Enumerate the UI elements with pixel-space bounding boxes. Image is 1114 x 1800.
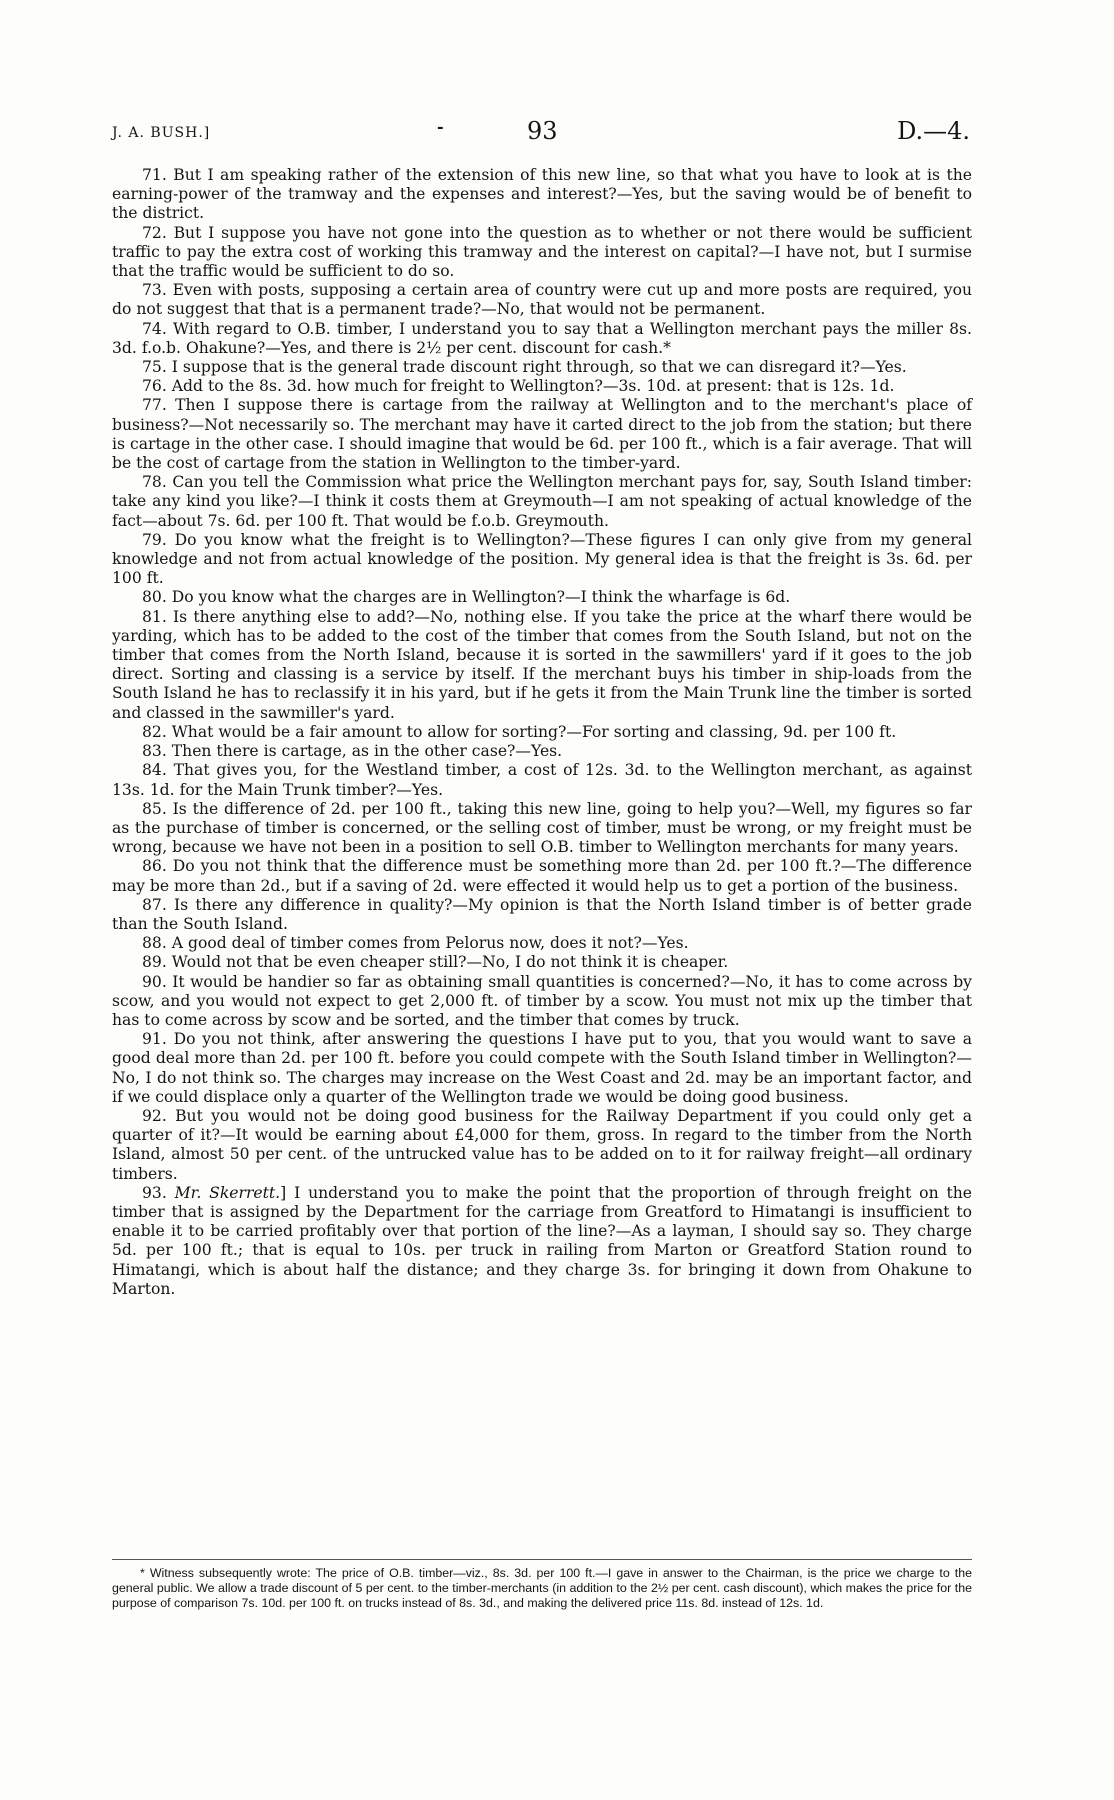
paragraph-83: 83. Then there is cartage, as in the other case?—Yes. (142, 742, 563, 761)
witness-name: J. A. BUSH.] (112, 125, 211, 141)
page-number: 93 (527, 117, 558, 145)
paragraph-93 (112, 1184, 972, 1299)
document-reference: D.—4. (897, 117, 970, 145)
paragraph-75: 75. I suppose that is the general trade discount right through, so that we can disregard it?—Yes. (142, 358, 907, 377)
header-mark: - (437, 117, 444, 136)
paragraph-91: 91. Do you not think, after answering the questions I have put to you, that you would want to save a good deal more than 2d. per 100 ft. before you could compete with the South Island timber in Wellington?—No, I do not think so. The charges may increase on the West Coast and 2d. may be an important factor, and if we could displace only a quarter of the Wellington trade we would be doing good business. (112, 1030, 972, 1106)
testimony-body (112, 166, 972, 1299)
paragraph-88: 88. A good deal of timber comes from Pelorus now, does it not?—Yes. (142, 934, 689, 953)
paragraph-93-text: ] I understand you to make the point that the proportion of through freight on the timber that is assigned by the Department for the carriage from Greatford to Himatangi is insufficient to enable it to be carried profitably over that portion of the line?—As a layman, I should say so. They charge 5d. per 100 ft.; that is equal to 10s. per truck in railing from Marton or Greatford Station round to Himatangi, which is about half the distance; and they charge 3s. for bringing it down from Ohakune to Marton. (112, 1183, 972, 1298)
footnote-divider (112, 1559, 972, 1560)
paragraph-89: 89. Would not that be even cheaper still?—No, I do not think it is cheaper. (142, 953, 729, 972)
paragraph-76: 76. Add to the 8s. 3d. how much for freight to Wellington?—3s. 10d. at present: that is 12s. 1d. (142, 377, 895, 396)
paragraph-87: 87. Is there any difference in quality?—My opinion is that the North Island timber is of better grade than the South Island. (112, 895, 972, 933)
paragraph-74: 74. With regard to O.B. timber, I understand you to say that a Wellington merchant pays the miller 8s. 3d. f.o.b. Ohakune?—Yes, and there is 2½ per cent. discount for cash.* (112, 319, 972, 357)
paragraph-85: 85. Is the difference of 2d. per 100 ft., taking this new line, going to help you?—Well, my figures so far as the purchase of timber is concerned, or the selling cost of timber, must be wrong, or my freight must be wrong, because we have not been in a position to sell O.B. timber to Wellington merchants for many years. (112, 799, 972, 857)
paragraph-72: 72. But I suppose you have not gone into the question as to whether or not there would be sufficient traffic to pay the extra cost of working this tramway and the interest on capital?—I have not, but I surmise that the traffic would be sufficient to do so. (112, 223, 972, 281)
paragraph-92: 92. But you would not be doing good business for the Railway Department if you could only get a quarter of it?—It would be earning about £4,000 for them, gross. In regard to the timber from the North Island, almost 50 per cent. of the untrucked value has to be added on to it for railway freight—all ordinary timbers. (112, 1106, 972, 1183)
paragraph-79: 79. Do you know what the freight is to Wellington?—These figures I can only give from my general knowledge and not from actual knowledge of the position. My general idea is that the freight is 3s. 6d. per 100 ft. (112, 530, 972, 588)
page-header (112, 117, 972, 151)
paragraph-84: 84. That gives you, for the Westland timber, a cost of 12s. 3d. to the Wellington merchant, as against 13s. 1d. for the Main Trunk timber?—Yes. (112, 761, 972, 799)
paragraph-71: 71. But I am speaking rather of the extension of this new line, so that what you have to look at is the earning-power of the tramway and the expenses and interest?—Yes, but the saving would be of benefit to the district. (112, 166, 972, 223)
paragraph-77: 77. Then I suppose there is cartage from the railway at Wellington and to the merchant's place of business?—Not necessarily so. The merchant may have it carted direct to the job from the station; but there is cartage in the other case. I should imagine that would be 6d. per 100 ft., which is a fair average. That will be the cost of cartage from the station in Wellington to the timber-yard. (112, 396, 972, 473)
paragraph-90: 90. It would be handier so far as obtaining small quantities is concerned?—No, it has to come across by scow, and you would not expect to get 2,000 ft. of timber by a scow. You must not mix up the timber that has to come across by scow and be sorted, and the timber that comes by truck. (112, 972, 972, 1029)
paragraph-86: 86. Do you not think that the difference must be something more than 2d. per 100 ft.?—The difference may be more than 2d., but if a saving of 2d. were effected it would help us to get a portion of the business. (112, 857, 972, 895)
paragraph-73: 73. Even with posts, supposing a certain area of country were cut up and more posts are required, you do not suggest that that is a permanent trade?—No, that would not be permanent. (112, 281, 972, 319)
paragraph-80: 80. Do you know what the charges are in Wellington?—I think the wharfage is 6d. (142, 588, 791, 607)
paragraph-81: 81. Is there anything else to add?—No, nothing else. If you take the price at the wharf there would be yarding, which has to be added to the cost of the timber that comes from the South Island, but not on the timber that comes from the North Island, because it is sorted in the sawmillers' yard if it goes to the job direct. Sorting and classing is a service by itself. If the merchant buys his timber in ship-loads from the South Island he has to reclassify it in his yard, but if he gets it from the Main Trunk line the timber is sorted and classed in the sawmiller's yard. (112, 607, 972, 722)
paragraph-93-number: 93. (142, 1183, 167, 1202)
paragraph-82: 82. What would be a fair amount to allow for sorting?—For sorting and classing, 9d. per 100 ft. (142, 722, 897, 741)
paragraph-78: 78. Can you tell the Commission what price the Wellington merchant pays for, say, South Island timber: take any kind you like?—I think it costs them at Greymouth—I am not speaking of actual knowledge of the fact—about 7s. 6d. per 100 ft. That would be f.o.b. Greymouth. (112, 473, 972, 530)
speaker-name: Mr. Skerrett. (174, 1183, 281, 1202)
footnote (112, 1566, 972, 1612)
footnote-text: * Witness subsequently wrote: The price of O.B. timber—viz., 8s. 3d. per 100 ft.—I gave in answer to the Chairman, is the price we charge to the general public. We allow a trade discount of 5 per cent. to the timber-merchants (in addition to the 2½ per cent. cash discount), which makes the price for the purpose of comparison 7s. 10d. per 100 ft. on trucks instead of 8s. 3d., and making the delivered price 11s. 8d. instead of 12s. 1d. (112, 1566, 972, 1611)
